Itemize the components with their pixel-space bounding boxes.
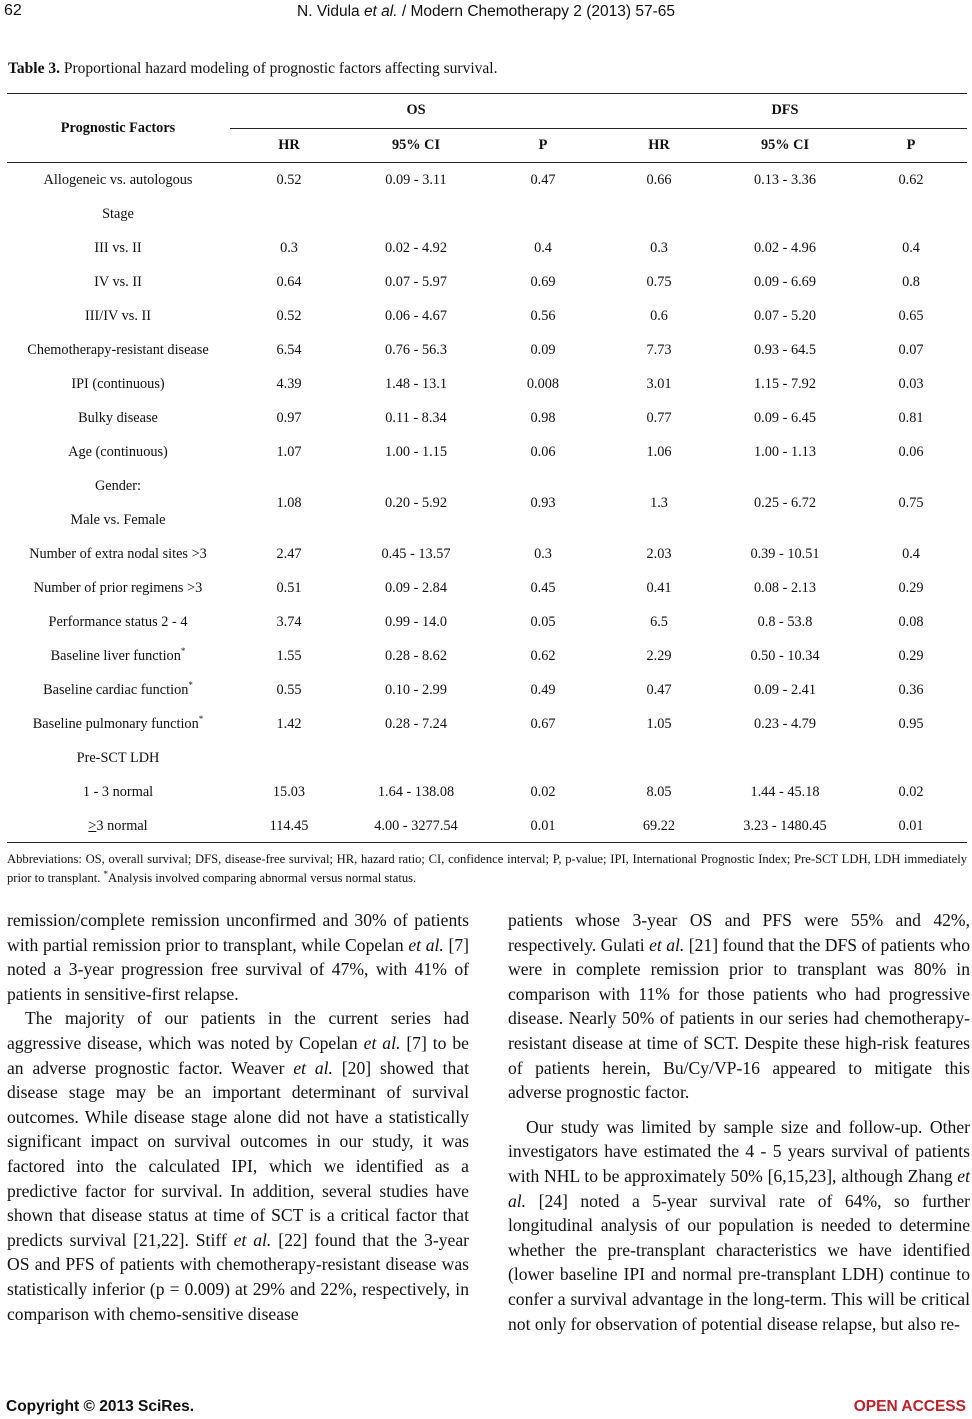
table-cell: 3.01	[646, 376, 672, 392]
table-cell: 69.22	[642, 818, 676, 834]
header-group-os: OS	[406, 102, 426, 118]
table-cell: 0.39 - 10.51	[750, 546, 820, 562]
table-cell: 0.77	[646, 410, 672, 426]
row-label: Baseline liver function*	[50, 646, 186, 664]
table-cell: 0.47	[646, 682, 672, 698]
row-label: IPI (continuous)	[71, 376, 165, 392]
table-cell: 4.39	[276, 376, 302, 392]
row-label: Bulky disease	[78, 410, 158, 426]
table-cell: 0.66	[646, 172, 672, 188]
table-cell: 2.29	[646, 648, 672, 664]
table-cell: 0.08 - 2.13	[754, 580, 816, 596]
table-cell: 0.67	[530, 716, 556, 732]
table-cell: 4.00 - 3277.54	[374, 818, 458, 834]
table-cell: 0.20 - 5.92	[385, 495, 447, 511]
table-cell: 0.13 - 3.36	[754, 172, 816, 188]
table-cell: 0.23 - 4.79	[754, 716, 816, 732]
table-cell: 0.05	[530, 614, 556, 630]
table-cell: 0.76 - 56.3	[385, 342, 447, 358]
table-cell: 0.52	[276, 172, 302, 188]
table-cell: 0.8	[902, 274, 920, 290]
table-cell: 1.00 - 1.15	[385, 444, 447, 460]
table-cell: 2.47	[276, 546, 302, 562]
table-cell: 0.81	[898, 410, 924, 426]
table-cell: 0.55	[276, 682, 302, 698]
table-cell: 0.69	[530, 274, 556, 290]
body-paragraph: Our study was limited by sample size and follow-up. Other investigators have estimated the 4 - 5 years survival of patients with NHL to be approximately 50% [6,15,23], although Zhang et al. [24] noted a 5-year survival rate of 64%, so further longitudinal analysis of our population is needed to determine whether the pre-transplant characteristics we have identified (lower baseline IPI and normal pre-transplant LDH) continue to confer a survival advantage in the long-term. This will be critical not only for observation of potential disease relapse, but also re-	[508, 1116, 970, 1334]
table-cell: 0.47	[530, 172, 556, 188]
row-label: Age (continuous)	[68, 444, 168, 460]
table-cell: 0.4	[902, 546, 920, 562]
row-label: III vs. II	[94, 240, 142, 256]
footnote-mark: *	[198, 714, 204, 725]
column-header: HR	[278, 137, 300, 153]
table-cell: 1.42	[276, 716, 302, 732]
column-header: 95% CI	[760, 137, 810, 153]
row-label: Stage	[102, 206, 134, 222]
header-group-dfs: DFS	[771, 102, 799, 118]
row-label: Allogeneic vs. autologous	[43, 172, 193, 188]
body-column-left	[7, 908, 469, 1326]
row-label: Gender:	[94, 478, 142, 494]
table-cell: 0.09 - 6.45	[754, 410, 816, 426]
table-cell: 0.06	[530, 444, 556, 460]
table-group-rule	[230, 128, 967, 129]
running-head: N. Vidula et al. / Modern Chemotherapy 2 (2013) 57-65	[297, 3, 675, 20]
table-cell: 0.02 - 4.96	[754, 240, 816, 256]
table-cell: 0.09 - 3.11	[385, 172, 447, 188]
body-paragraph: The majority of our patients in the current series had aggressive disease, which was noted by Copelan et al. [7] to be an adverse prognostic factor. Weaver et al. [20] showed that disease stage may be an important determinant of survival outcomes. While disease stage alone did not have a statistically significant impact on survival outcomes in our study, it was factored into the calculated IPI, which we identified as a predictive factor for survival. In addition, several studies have shown that disease status at time of SCT is a critical factor that predicts survival [21,22]. Stiff et al. [22] found that the 3-year OS and PFS of patients with chemotherapy-resistant disease was statistically inferior (p = 0.009) at 29% and 22%, respectively, in comparison with chemo-sensitive disease	[7, 1008, 469, 1324]
table-cell: 0.62	[898, 172, 924, 188]
table-cell: 0.02	[530, 784, 556, 800]
table-cell: 0.28 - 7.24	[385, 716, 447, 732]
table-cell: 1.55	[276, 648, 302, 664]
table-cell: 0.03	[898, 376, 924, 392]
table-caption-label: Table 3.	[8, 60, 60, 77]
table-caption	[8, 60, 497, 78]
table-abbreviations	[7, 850, 967, 888]
table-cell: 0.45	[530, 580, 556, 596]
table-cell: 15.03	[272, 784, 306, 800]
table-cell: 0.25 - 6.72	[754, 495, 816, 511]
row-label: Chemotherapy-resistant disease	[27, 342, 209, 358]
open-access-label: OPEN ACCESS	[853, 1398, 966, 1415]
table-cell: 0.09	[530, 342, 556, 358]
table-cell: 1.00 - 1.13	[754, 444, 816, 460]
table-cell: 0.51	[276, 580, 302, 596]
table-cell: 1.08	[276, 495, 302, 511]
table-cell: 1.44 - 45.18	[750, 784, 820, 800]
table-cell: 0.4	[534, 240, 552, 256]
table-cell: 0.41	[646, 580, 672, 596]
table-cell: 0.10 - 2.99	[385, 682, 447, 698]
table-cell: 0.29	[898, 648, 924, 664]
abbreviations-text: Abbreviations: OS, overall survival; DFS, disease-free survival; HR, hazard ratio; CI, confidence interval; P, p-value; IPI, International Prognostic Index; Pre-SCT LDH, LDH immediately prior to transplant.	[7, 852, 967, 885]
table-cell: 0.11 - 8.34	[385, 410, 447, 426]
table-cell: 0.97	[276, 410, 302, 426]
table-cell: 0.06	[898, 444, 924, 460]
table-cell: 2.03	[646, 546, 672, 562]
table-cell: 0.64	[276, 274, 302, 290]
column-header: P	[906, 137, 916, 153]
table-cell: 0.08	[898, 614, 924, 630]
row-label: >3 normal	[88, 818, 148, 834]
row-label: IV vs. II	[94, 274, 142, 290]
body-column-right	[508, 908, 970, 1336]
table-cell: 6.5	[650, 614, 668, 630]
row-label: Number of prior regimens >3	[33, 580, 203, 596]
table-cell: 0.09 - 6.69	[754, 274, 816, 290]
table-cell: 1.06	[646, 444, 672, 460]
table-cell: 0.02 - 4.92	[385, 240, 447, 256]
row-label: 1 - 3 normal	[82, 784, 154, 800]
table-cell: 0.008	[526, 376, 560, 392]
table-cell: 1.3	[650, 495, 668, 511]
table-cell: 3.74	[276, 614, 302, 630]
row-label: Number of extra nodal sites >3	[29, 546, 207, 562]
table-cell: 0.09 - 2.41	[754, 682, 816, 698]
table-header-rule	[7, 162, 967, 163]
table-cell: 0.07 - 5.97	[385, 274, 447, 290]
header-prognostic-factors: Prognostic Factors	[60, 120, 176, 136]
table-cell: 114.45	[269, 818, 309, 834]
table-cell: 0.75	[646, 274, 672, 290]
table-cell: 0.06 - 4.67	[385, 308, 447, 324]
column-header: P	[538, 137, 548, 153]
table-cell: 0.49	[530, 682, 556, 698]
table-cell: 0.4	[902, 240, 920, 256]
table-cell: 6.54	[276, 342, 302, 358]
table-cell: 0.3	[534, 546, 552, 562]
table-cell: 0.01	[530, 818, 556, 834]
footnote-mark: *	[188, 680, 193, 691]
table-cell: 0.65	[898, 308, 924, 324]
table-cell: 1.05	[646, 716, 672, 732]
row-label: Baseline pulmonary function*	[32, 714, 204, 732]
table-cell: 0.29	[898, 580, 924, 596]
table-cell: 3.23 - 1480.45	[743, 818, 827, 834]
table-cell: 0.3	[650, 240, 668, 256]
table-cell: 0.28 - 8.62	[385, 648, 447, 664]
table-cell: 0.8 - 53.8	[757, 614, 813, 630]
table-cell: 0.75	[898, 495, 924, 511]
column-header: 95% CI	[391, 137, 441, 153]
table-cell: 0.93 - 64.5	[754, 342, 816, 358]
table-cell: 1.64 - 138.08	[377, 784, 455, 800]
table-cell: 1.48 - 13.1	[385, 376, 447, 392]
copyright-notice: Copyright © 2013 SciRes.	[6, 1398, 195, 1415]
footnote-mark: *	[180, 646, 186, 657]
table-cell: 7.73	[646, 342, 672, 358]
table-cell: 1.15 - 7.92	[754, 376, 816, 392]
table-cell: 0.36	[898, 682, 924, 698]
page-number: 62	[4, 2, 22, 19]
body-paragraph: remission/complete remission unconfirmed and 30% of patients with partial remission prior to transplant, while Copelan et al. [7] noted a 3-year progression free survival of 47%, with 41% of patients in sensitive-first relapse.	[7, 910, 469, 1004]
table-cell: 0.93	[530, 495, 556, 511]
table-cell: 0.45 - 13.57	[381, 546, 451, 562]
row-label: Baseline cardiac function*	[43, 680, 193, 698]
table-top-rule	[7, 93, 967, 94]
table-cell: 1.07	[276, 444, 302, 460]
table-cell: 0.6	[650, 308, 668, 324]
table-caption-text: Proportional hazard modeling of prognostic factors affecting survival.	[59, 60, 498, 77]
page-header	[0, 0, 972, 26]
column-header: HR	[648, 137, 670, 153]
table-cell: 0.52	[276, 308, 302, 324]
table-cell: 0.99 - 14.0	[385, 614, 447, 630]
row-label: Performance status 2 - 4	[48, 614, 188, 630]
row-label: Pre-SCT LDH	[76, 750, 160, 766]
table-cell: 0.01	[898, 818, 924, 834]
table-cell: 0.07 - 5.20	[754, 308, 816, 324]
table-cell: 0.95	[898, 716, 924, 732]
table-cell: 8.05	[646, 784, 672, 800]
footnote-mark: *	[103, 868, 109, 879]
row-label: III/IV vs. II	[84, 308, 152, 324]
table-cell: 0.09 - 2.84	[385, 580, 447, 596]
table-cell: 0.02	[898, 784, 924, 800]
table-cell: 0.62	[530, 648, 556, 664]
body-paragraph: patients whose 3-year OS and PFS were 55% and 42%, respectively. Gulati et al. [21] found that the DFS of patients who were in complete remission prior to transplant was 80% in comparison with 11% for those patients who had progressive disease. Nearly 50% of patients in our series had chemotherapy-resistant disease at time of SCT. Despite these high-risk features of patients herein, Bu/Cy/VP-16 appeared to mitigate this adverse prognostic factor.	[508, 910, 970, 1103]
footnote-text: Analysis involved comparing abnormal versus normal status.	[108, 871, 417, 885]
table-bottom-rule	[7, 842, 967, 843]
table-cell: 0.56	[530, 308, 556, 324]
table-cell: 0.3	[280, 240, 298, 256]
table-cell: 0.50 - 10.34	[750, 648, 820, 664]
table-cell: 0.07	[898, 342, 924, 358]
table-cell: 0.98	[530, 410, 556, 426]
row-label: Male vs. Female	[70, 512, 166, 528]
